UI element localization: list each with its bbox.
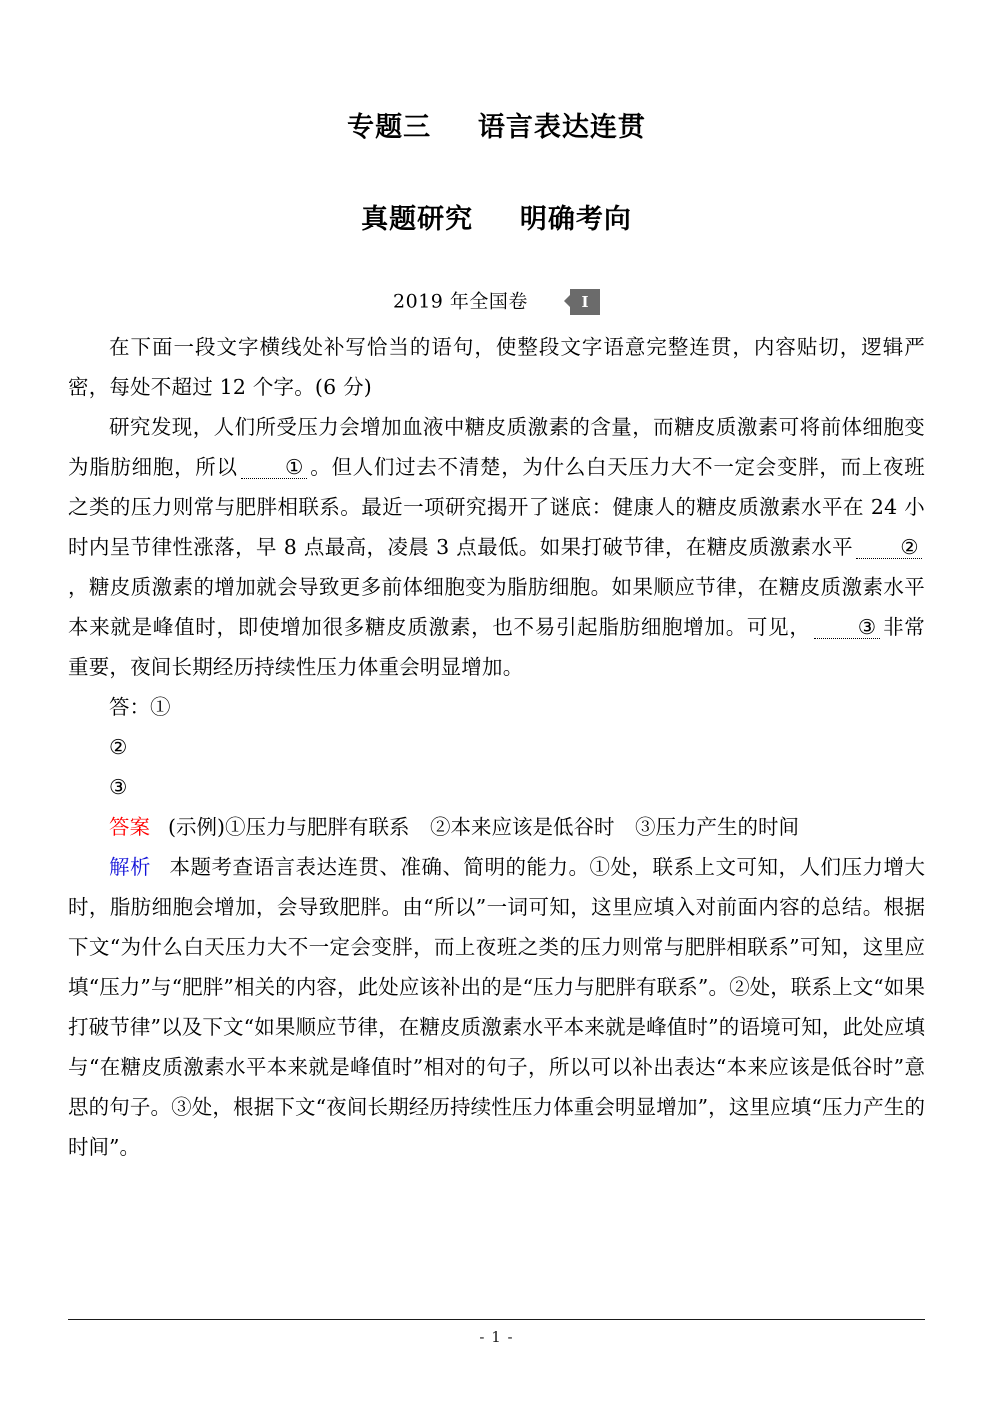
exam-source-label: 2019 年全国卷 bbox=[393, 290, 528, 313]
answer-tag: 答案 bbox=[109, 814, 150, 839]
question-passage bbox=[68, 407, 925, 687]
page-footer bbox=[68, 1319, 925, 1346]
analysis-tag: 解析 bbox=[109, 854, 151, 879]
passage-segment-4: 非常重要，夜间长期经历持续性压力体重会明显增加。 bbox=[68, 614, 925, 679]
answer-slot-2[interactable]: ② bbox=[109, 734, 128, 759]
source-row bbox=[68, 237, 925, 315]
question-instruction: 在下面一段文字横线处补写恰当的语句，使整段文字语意完整连贯，内容贴切，逻辑严密，每处不超过 12 个字。(6 分) bbox=[68, 334, 925, 399]
page-title bbox=[68, 0, 925, 144]
paper-number-badge: Ⅰ bbox=[570, 289, 600, 315]
answer-text: (示例)①压力与肥胖有联系 ②本来应该是低谷时 ③压力产生的时间 bbox=[168, 814, 799, 839]
fill-blank-2[interactable]: ② bbox=[856, 537, 922, 560]
passage-segment-3: ，糖皮质激素的增加就会导致更多前体细胞变为脂肪细胞。如果顺应节律，在糖皮质激素水平本来就是峰值时，即使增加很多糖皮质激素，也不易引起脂肪细胞增加。可见， bbox=[68, 574, 925, 639]
section-heading bbox=[68, 144, 925, 236]
question-body bbox=[68, 315, 925, 1167]
analysis-text: 本题考查语言表达连贯、准确、简明的能力。①处，联系上文可知，人们压力增大时，脂肪细胞会增加，会导致肥胖。由“所以”一词可知，这里应填入对前面内容的总结。根据下文“为什么白天压力大不一定会变胖，而上夜班之类的压力则常与肥胖相联系”可知，这里应填“压力”与“肥胖”相关的内容，此处应该补出的是“压力与肥胖有联系”。②处，联系上文“如果打破节律”以及下文“如果顺应节律，在糖皮质激素水平本来就是峰值时”的语境可知，此处应填与“在糖皮质激素水平本来就是峰值时”相对的句子，所以可以补出表达“本来应该是低谷时”意思的句子。③处，根据下文“夜间长期经历持续性压力体重会明显增加”，这里应填“压力产生的时间”。 bbox=[68, 854, 925, 1159]
unit-title-text: 语言表达连贯 bbox=[477, 112, 646, 143]
fill-blank-1[interactable]: ① bbox=[241, 457, 307, 480]
passage-segment-1: 研究发现，人们所受压力会增加血液中糖皮质激素的含量，而糖皮质激素可将前体细胞变为脂肪细胞，所以 bbox=[68, 414, 925, 479]
section-title-text: 明确考向 bbox=[519, 204, 632, 236]
answer-block bbox=[68, 807, 925, 847]
unit-label: 专题三 bbox=[347, 112, 432, 143]
analysis-block bbox=[68, 847, 925, 1167]
fill-blank-3[interactable]: ③ bbox=[814, 617, 880, 640]
page-number: - 1 - bbox=[479, 1328, 514, 1346]
answer-slot-1[interactable]: 答：① bbox=[109, 694, 171, 719]
passage-segment-2: 。但人们过去不清楚，为什么白天压力大不一定会变胖，而上夜班之类的压力则常与肥胖相联系。最近一项研究揭开了谜底：健康人的糖皮质激素水平在 24 小时内呈节律性涨落，早 8 点最高，凌晨 3 点最低。如果打破节律，在糖皮质激素水平 bbox=[68, 454, 925, 559]
section-label: 真题研究 bbox=[361, 204, 474, 236]
answer-slot-3[interactable]: ③ bbox=[109, 774, 128, 799]
